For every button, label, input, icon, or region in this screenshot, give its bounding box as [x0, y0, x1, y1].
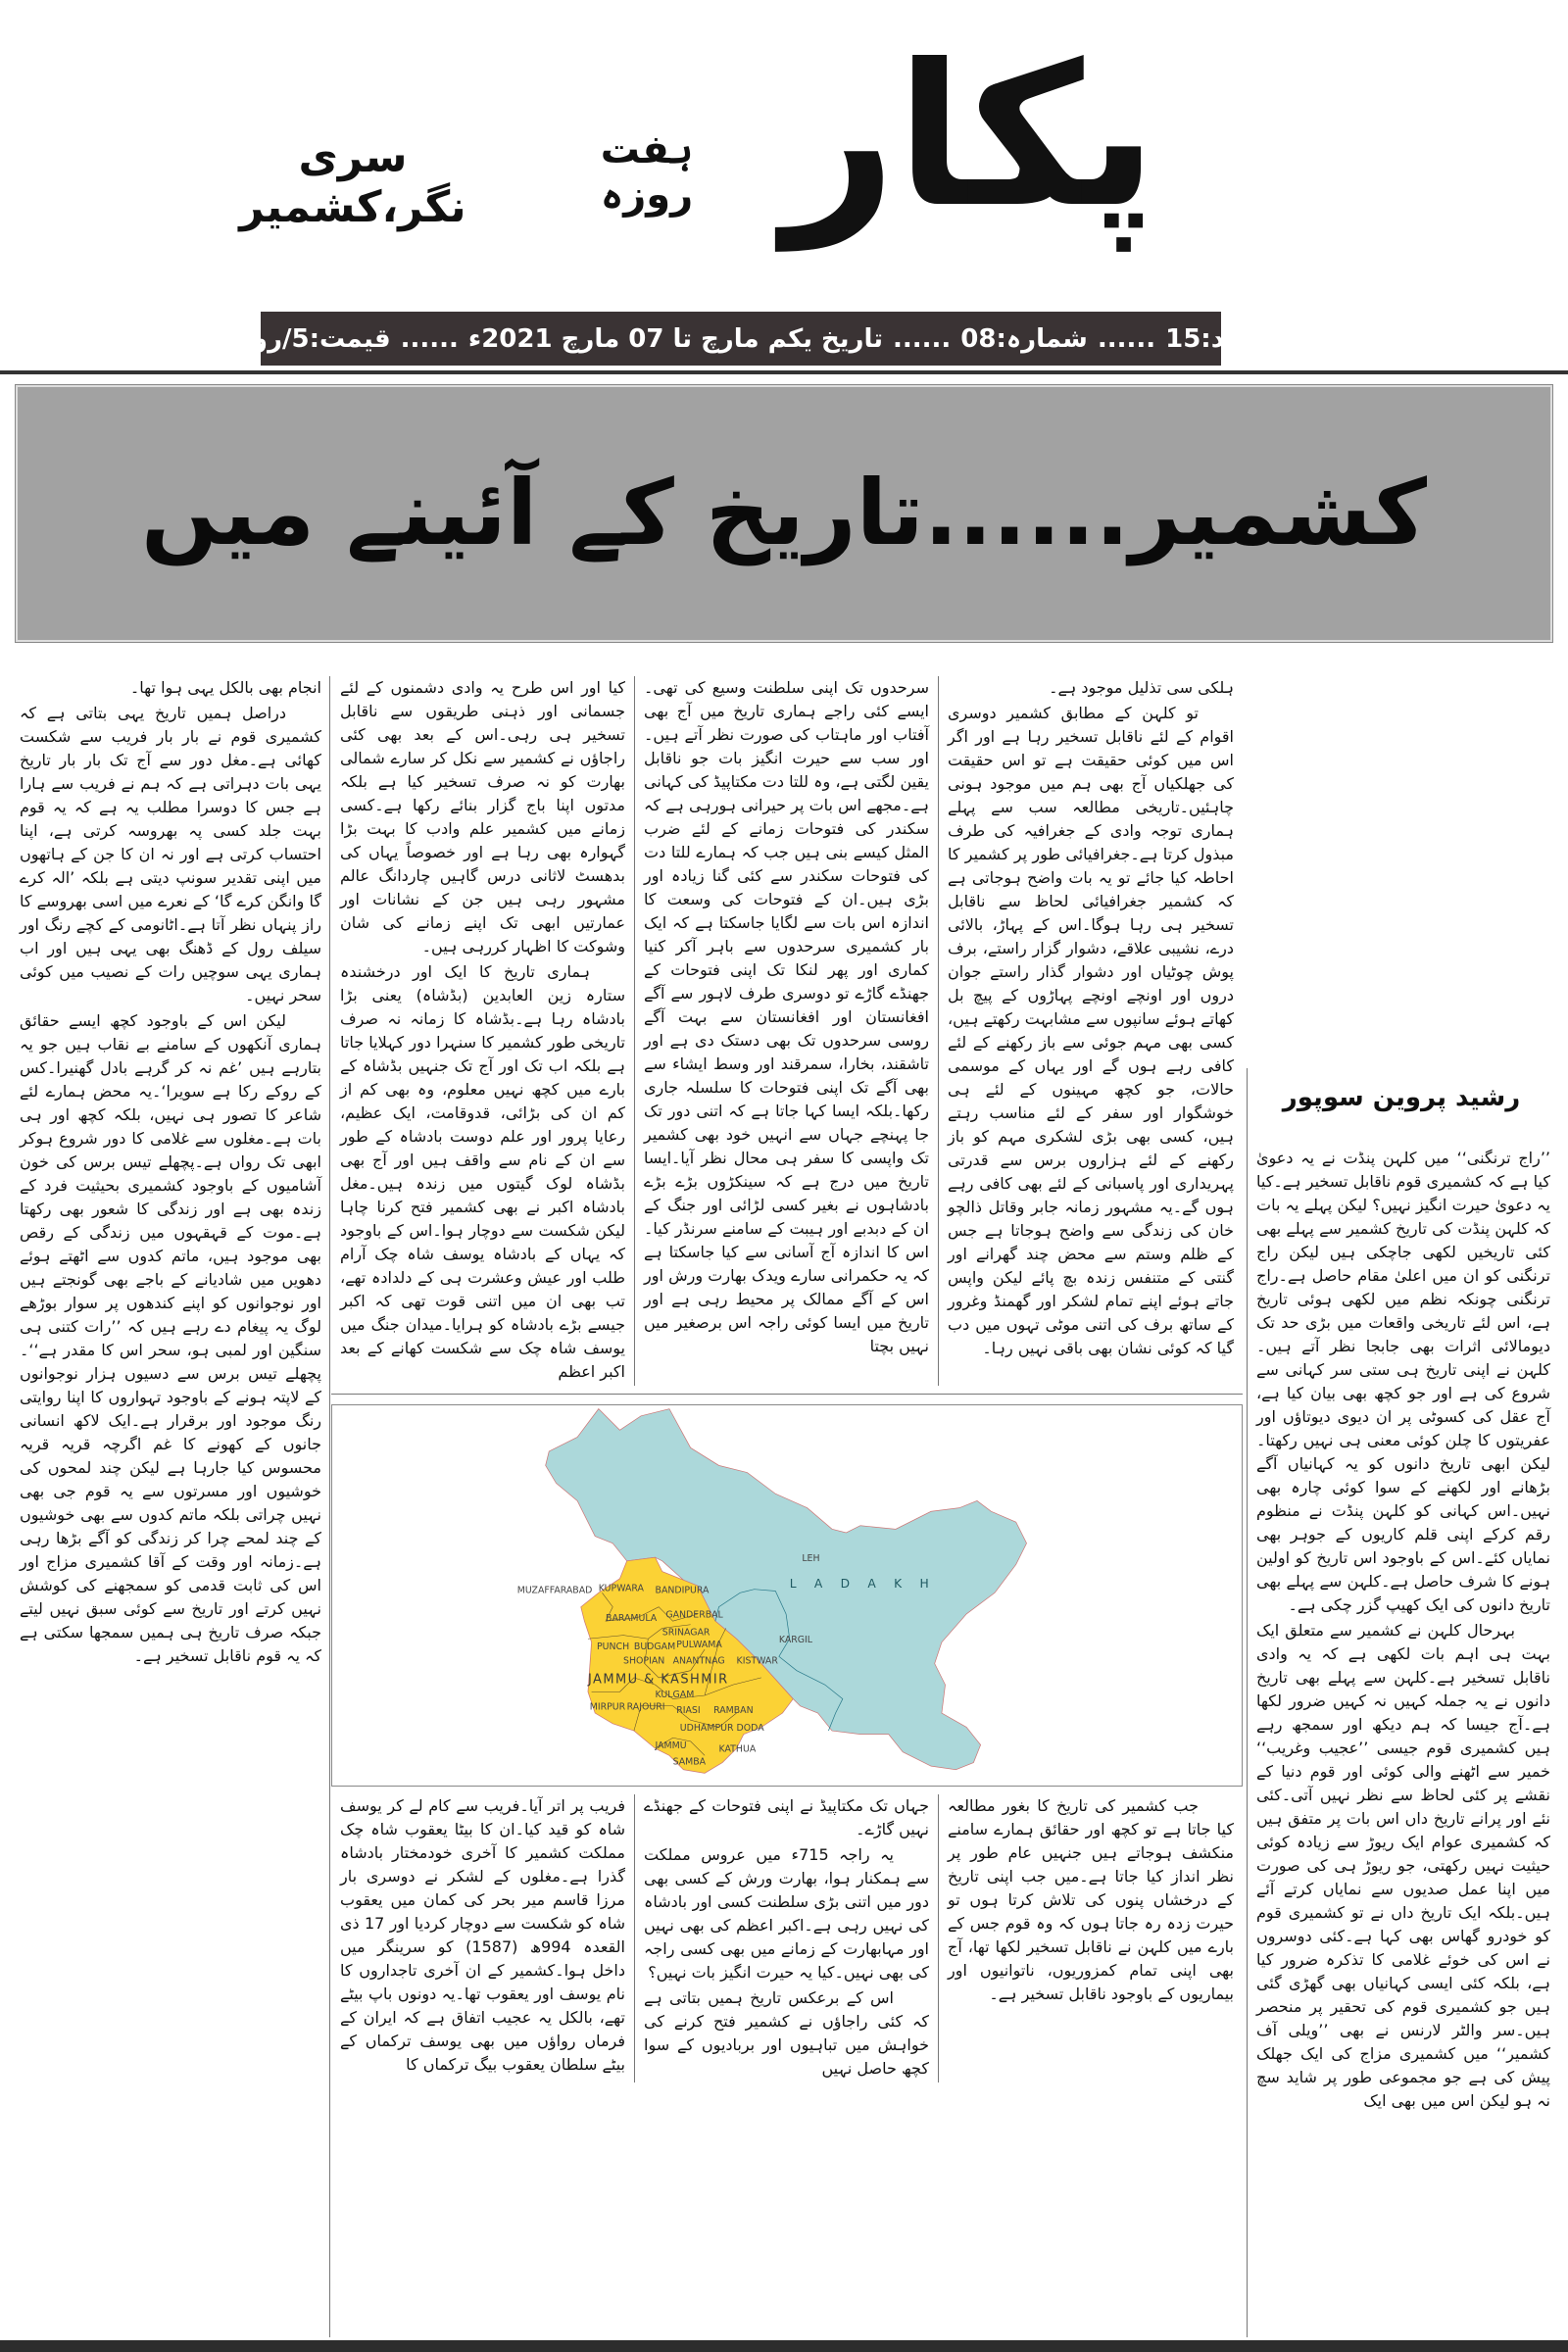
district-label-muzaffarabad: MUZAFFARABAD [516, 1585, 593, 1596]
paragraph: ہماری تاریخ کا ایک اور درخشندہ ستارہ زین العابدین (بڈشاہ) یعنی بڑا بادشاہ رہا ہے۔بڈشاہ کا زمانہ نہ صرف تاریخی طور کشمیر کا سنہرا دور کہلایا جاتا ہے بلکہ اب تک اور آج تک جنہیں بڈشاہ کے بارے میں کچھ نہیں معلوم، وہ بھی کم از کم ان کی بڑائی، قدوقامت، ایک عظیم، رعایا پرور اور علم دوست بادشاہ کے طور سے ان کے نام سے واقف ہیں اور آج بھی بڈشاہ لوک گیتوں میں زندہ ہیں۔مغل بادشاہ اکبر نے بھی کشمیر فتح کرنا چاہا لیکن شکست سے دوچار ہوا۔اس کے باوجود کہ یہاں کے بادشاہ یوسف شاہ چک آرام طلب اور عیش وعشرت ہی کے دلدادہ تھے، تب بھی ان میں اتنی قوت تھی کہ اکبر جیسے بڑے بادشاہ کو ہرایا۔میدان جنگ میں یوسف شاہ چک سے شکست کھانے کے بعد اکبر اعظم [340, 962, 625, 1381]
district-label-kathua: KATHUA [718, 1743, 757, 1755]
separator: ...... [1097, 323, 1156, 354]
issue-date: تاریخ یکم مارچ تا 07 مارچ 2021ء [467, 323, 884, 354]
paragraph: سرحدوں تک اپنی سلطنت وسیع کی تھی۔ایسے کئی راجے ہماری تاریخ میں آج بھی آفتاب اور ماہتاب کی صورت نظر آتے ہیں۔اور سب سے حیرت انگیز بات جو ناقابل یقین لگتی ہے، وہ للتا دت مکتاپیڈ کی کہانی ہے۔مجھے اس بات پر حیرانی ہورہی ہے کہ سکندر کی فتوحات زمانے کے لئے ضرب المثل کیسے بنی ہیں جب کہ ہمارے للتا دت کی فتوحات سکندر سے کئی گنا زیادہ اور بڑی ہیں۔ان کے فتوحات کی وسعت کا اندازہ اس بات سے لگایا جاسکتا ہے کہ ایک بار کشمیری سرحدوں سے باہر آکر کنیا کماری اور پھر لنکا تک اپنی فتوحات کے جھنڈے گاڑے تو دوسری طرف لاہور سے آگے افغانستان اور افغانستان سے بہت آگے روسی سرحدوں تک بھی دستک دی ہے اور تاشقند، بخارا، سمرقند اور وسط ایشاء سے بھی آگے تک اپنی فتوحات کا سلسلہ جاری رکھا۔بلکہ ایسا کہا جاتا ہے کہ اتنی دور تک جا پہنچے جہاں سے انہیں خود بھی کشمیر تک واپسی کا سفر ہی محال نظر آیا۔ایسا تاریخ میں درج ہے کہ سینکڑوں بڑے بڑے بادشاہوں نے بغیر کسی لڑائی اور جنگ کے ان کے دبدبے اور ہیبت کے سامنے سرنڈر کیا۔اس کا اندازہ آج آسانی سے کیا جاسکتا ہے کہ یہ حکمرانی سارے ویدک بھارت ورش اور اس کے آگے ممالک پر محیط رہی ہے اور تاریخ میں ایسا کوئی راجہ اس برصغیر میں نہیں بچتا [644, 678, 929, 1355]
district-label-kulgam: KULGAM [655, 1689, 695, 1700]
district-label-shopian: SHOPIAN [623, 1655, 665, 1667]
district-label-budgam: BUDGAM [633, 1642, 676, 1653]
paragraph: انجام بھی بالکل یہی ہوا تھا۔ [129, 678, 321, 697]
separator: ...... [400, 323, 459, 354]
issue-info-bar [226, 312, 1255, 366]
paragraph: جہاں تک مکتاپیڈ نے اپنی فتوحات کے جھنڈے نہیں گاڑے۔ [644, 1796, 929, 1838]
lower-columns [331, 1794, 1243, 2082]
district-label-punch: PUNCH [597, 1642, 630, 1653]
newspaper-logo: پکار [783, 23, 1157, 251]
district-label-riasi: RIASI [676, 1705, 701, 1717]
label-kargil: KARGIL [778, 1634, 813, 1645]
article-column-3 [635, 676, 939, 1386]
headline-banner [16, 385, 1552, 642]
upper-columns [331, 676, 1243, 1386]
district-label-doda: DODA [736, 1723, 764, 1735]
paragraph: بہرحال کلہن نے کشمیر سے متعلق ایک بہت ہی اہم بات لکھی ہے کہ یہ وادی ناقابل تسخیر ہے۔کلہن سے پہلے بھی تاریخ دانوں نے یہ جملہ کہیں نہ کہیں ضرور لکھا ہے۔آج جیسا کہ ہم دیکھ اور سمجھ رہے ہیں کشمیری قوم جیسی ’’عجیب وغریب‘‘ خمیر سے اٹھنے والی کوئی اور قوم دنیا کے نقشے پر کئی لحاظ سے نظر نہیں آتی۔کئی نئے اور پرانے تاریخ داں اس بات پر متفق ہیں کہ کشمیری عوام ایک ریوڑ سے زیادہ کوئی حیثیت نہیں رکھتی، جو ریوڑ ہی کی صورت میں اپنا عمل صدیوں سے نمایاں کرتے آئے ہیں۔بلکہ ایک تاریخ داں نے تو کشمیری قوم کو خودرو گھاس بھی کہا ہے۔کئی دوسروں نے اس کی خوئے غلامی کا تذکرہ ضرور کیا ہے، بلکہ کئی ایسی کہانیاں بھی گھڑی گئی ہیں جو کشمیری قوم کی تحقیر پر منحصر ہیں۔سر والٹر لارنس نے بھی ’’ویلی آف کشمیر‘‘ میں کشمیری مزاج کی ایک جھلک پیش کی ہے جو مجموعی طور پر شاید سچ نہ ہو لیکن اس میں بھی ایک [1256, 1621, 1550, 2110]
district-label-kistwar: KISTWAR [736, 1655, 778, 1667]
issue-number: شمارہ:08 [960, 323, 1088, 354]
article-column-4 [331, 676, 635, 1386]
column-divider [1247, 1068, 1248, 2337]
article-column-5 [20, 676, 321, 1670]
district-label-udhampur: UDHAMPUR [679, 1723, 734, 1735]
district-label-kupwara: KUPWARA [598, 1583, 644, 1594]
headline: کشمیر......تاریخ کے آئینے میں [140, 461, 1428, 565]
volume: جلد:15 [1165, 323, 1255, 354]
district-label-samba: SAMBA [672, 1756, 707, 1768]
paragraph: جب کشمیر کی تاریخ کا بغور مطالعہ کیا جاتا ہے تو کچھ اور حقائق ہمارے سامنے منکشف ہوجاتے ہیں جنہیں عام طور پر نظر انداز کیا جاتا ہے۔میں جب اپنی تاریخ کے درخشاں پنوں کی تلاش کرتا ہوں تو حیرت زدہ رہ جاتا ہوں کہ وہ قوم جس کے بارے میں کلہن نے ناقابل تسخیر لکھا تھا، آج بھی اپنی تمام کمزوریوں، ناتوانیوں اور بیماریوں کے باوجود ناقابل تسخیر ہے۔ [948, 1796, 1234, 2003]
district-label-ramban: RAMBAN [713, 1705, 754, 1717]
district-label-anantnag: ANANTNAG [672, 1655, 725, 1667]
page-bottom-bar [0, 2340, 1568, 2352]
district-label-srinagar: SRINAGAR [662, 1627, 710, 1639]
column-divider [329, 676, 330, 2337]
author-byline: رشید پروین سوپور [1282, 1083, 1521, 1112]
masthead-frequency: ہفت روزہ [600, 127, 694, 218]
district-label-mirpur: MIRPUR [589, 1701, 626, 1713]
district-label-jammu: JAMMU [655, 1740, 687, 1752]
district-label-baramula: BARAMULA [606, 1613, 658, 1625]
article-column-4-bottom [331, 1794, 635, 2082]
district-label-ganderbal: GANDERBAL [665, 1609, 723, 1621]
article-column-1 [1256, 1147, 1550, 2115]
paragraph: فریب پر اتر آیا۔فریب سے کام لے کر یوسف شاہ کو قید کیا۔ان کا بیٹا یعقوب شاہ چک مملکت کشمیر کا آخری خودمختار بادشاہ گذرا ہے۔مغلوں کے لشکر نے دوسری بار مرزا قاسم میر بحر کی کمان میں یعقوب شاہ کو شکست سے دوچار کردیا اور 17 ذی القعدہ 994ھ (1587) کو سرینگر میں داخل ہوا۔کشمیر کے ان آخری تاجداروں کا نام یوسف اور یعقوب تھا۔یہ دونوں باپ بیٹے تھے، بالکل یہ عجیب اتفاق ہے کہ ایران کے فرماں رواؤں میں بھی یوسف ترکماں کے بیٹے سلطان یعقوب بیگ ترکماں کا [340, 1796, 626, 2074]
paragraph: اس کے برعکس تاریخ ہمیں بتاتی ہے کہ کئی راجاؤں نے کشمیر فتح کرنے کی خواہش میں تباہیوں اور بربادیوں کے سوا کچھ حاصل نہیں [644, 1988, 929, 2078]
paragraph: لیکن اس کے باوجود کچھ ایسے حقائق ہماری آنکھوں کے سامنے بے نقاب ہیں جو یہ بتارہے ہیں ’غم نہ کر گرہے بادل گھنیرا۔کس کے روکے رکا ہے سویرا‘۔یہ محض ہمارے لئے شاعر کا تصور ہی نہیں، بلکہ کچھ اور ہی بات ہے۔مغلوں سے غلامی کا دور شروع ہوکر ابھی تک رواں ہے۔پچھلے تیس برس کی خون آشامیوں کے باوجود کشمیری بحیثیت فرد کے زندہ بھی ہے اور زندگی کا شعور بھی رکھتا ہے۔موت کے قہقہوں میں زندگی کے رقص بھی موجود ہیں، ماتم کدوں سے اٹھتے ہوئے دھویں میں شادیانے کے باجے بھی گونجتے ہیں اور نوجوانوں کو اپنے کندھوں پر سوار بوڑھے لوگ یہ پیغام دے رہے ہیں کہ ’’رات کتنی ہی سنگین اور لمبی ہو، سحر اس کا مقدر ہے‘‘۔پچھلے تیس برس سے دسیوں ہزار نوجوانوں کے لاپتہ ہونے کے باوجود تہواروں کا اپنا روایتی رنگ موجود اور برقرار ہے۔ایک لاکھ انسانی جانوں کے کھونے کا غم اگرچہ قریہ قریہ محسوس کیا جارہا ہے لیکن چند لمحوں کی خوشیوں اور مسرتوں سے یہ قوم جی بھی نہیں چراتی بلکہ ماتم کدوں سے بھی خوشیوں کے چند لمحے چرا کر زندگی کو آگے بڑھا رہی ہے۔زمانہ اور وقت کے آقا کشمیری مزاج اور اس کی ثابت قدمی کو سمجھنے کی کوشش نہیں کرتے اور تاریخ سے کوئی سبق نہیں لیتے جبکہ صرف تاریخ ہی ہمیں سمجھا سکتی ہے کہ یہ قوم ناقابل تسخیر ہے۔ [20, 1011, 321, 1665]
separator: ...... [893, 323, 952, 354]
article-column-2-bottom [939, 1794, 1243, 2082]
map-top-rule [331, 1394, 1243, 1395]
paragraph: یہ راجہ 715ء میں عروس مملکت سے ہمکنار ہوا، بھارت ورش کے کسی بھی دور میں اتنی بڑی سلطنت کسی اور بادشاہ کی نہیں رہی ہے۔اکبر اعظم کی بھی نہیں اور مہابھارت کے زمانے میں بھی کسی راجہ کی بھی نہیں۔کیا یہ حیرت انگیز بات نہیں؟ [644, 1845, 929, 1982]
paragraph: تو کلہن کے مطابق کشمیر دوسری اقوام کے لئے ناقابل تسخیر رہا ہے اور اگر اس میں کوئی حقیقت ہے تو اس حقیقت کی جھلکیاں آج بھی ہم میں موجود ہونی چاہئیں۔تاریخی مطالعہ سب سے پہلے ہماری توجہ وادی کے جغرافیہ کی طرف مبذول کرتا ہے۔جغرافیائی طور پر کشمیر کا احاطہ کیا جائے تو یہ بات واضح ہوجاتی ہے کہ کشمیر جغرافیائی لحاظ سے ناقابل تسخیر ہی رہا ہوگا۔اس کے پہاڑ، بالائی درے، نشیبی علاقے، دشوار گزار راستے، برف پوش چوٹیاں اور دشوار گذار راستے جوان دروں اور اونچے اونچے پہاڑوں کے پیچ بل کھاتے ہوئے سانپوں سے مشابہت رکھتے ہیں، کسی بھی مہم جوئی سے باز رکھنے کے لئے کافی رہے ہوں گے اور یہاں کے موسمی حالات، جو کچھ مہینوں کے لئے ہی خوشگوار اور سفر کے لئے مناسب رہتے ہیں، کسی بھی بڑی لشکری مہم کو باز رکھنے کے لئے ہزاروں برس سے قدرتی پہریداری اور پاسبانی کے لئے بھی کافی رہے ہوں گے۔یہ مشہور زمانہ جابر وقاتل ذالچو خان کی زندگی سے واضح ہوجاتا ہے جس کے ظلم وستم سے محض چند گھرانے اور گنتی کے متنفس زندہ بچ پائے لیکن واپس جاتے ہوئے اپنے تمام لشکر اور گھمنڈ وغرور کے ساتھ برف کی اتنی موٹی تہوں میں دب گیا کہ کوئی نشان بھی باقی نہیں رہا۔ [948, 704, 1234, 1357]
district-label-bandipura: BANDIPURA [655, 1585, 710, 1596]
label-jammu-kashmir: JAMMU & KASHMIR [587, 1672, 729, 1688]
label-leh: LEH [802, 1552, 820, 1564]
district-label-rajouri: RAJOURI [626, 1701, 665, 1713]
map-svg [332, 1405, 1242, 1786]
district-label-pulwama: PULWAMA [676, 1640, 722, 1651]
middle-section [331, 676, 1243, 2082]
price: قیمت:5/روپے [226, 323, 391, 354]
paragraph: کیا اور اس طرح یہ وادی دشمنوں کے لئے جسمانی اور ذہنی طریقوں سے ناقابل تسخیر ہی رہی۔اس کے بعد بھی کئی راجاؤں نے کشمیر سے نکل کر سارے شمالی بھارت کو نہ صرف تسخیر کیا ہے بلکہ مدتوں اپنا باج گزار بنائے رکھا ہے۔کسی زمانے میں کشمیر علم وادب کا بہت بڑا گہوارہ بھی رہا ہے اور خصوصاً یہاں کی بدھسٹ لاثانی درس گاہیں چاردانگ عالم مشہور رہی ہیں جن کے نشانات اور عمارتیں ابھی تک اپنے زمانے کی شان وشوکت کا اظہار کررہی ہیں۔ [340, 678, 625, 956]
paragraph: ’’راج ترنگنی‘‘ میں کلہن پنڈت نے یہ دعویٰ کیا ہے کہ کشمیری قوم ناقابل تسخیر ہے۔کیا یہ دعویٰ حیرت انگیز نہیں؟ لیکن پہلے یہ بات کہ کلہن پنڈت کی تاریخ کشمیر سے پہلے بھی کئی تاریخیں لکھی جاچکی ہیں لیکن راج ترنگنی کو ان میں اعلیٰ مقام حاصل ہے۔راج ترنگنی چونکہ نظم میں لکھی ہوئی تاریخ ہے، اس لئے تاریخی واقعات میں بڑی حد تک دیومالائی اثرات بھی جابجا نظر آتے ہیں۔کلہن نے اپنی تاریخ ہی ستی سر کہانی سے شروع کی ہے اور جو کچھ بھی بیان کیا ہے، آج عقل کی کسوٹی پر ان دیوی دیوتاؤں اور عفریتوں کا چلن کوئی معنی ہی نہیں رکھتا۔لیکن ابھی تاریخ دانوں کو یہ کہانیاں آگے بڑھانے اور لکھنے کے سوا کوئی چارہ بھی نہیں۔اس کہانی کو کلہن پنڈت نے منظوم رقم کرکے اپنی قلم کاریوں کے جوہر بھی نمایاں کئے۔اس کے باوجود اس تاریخ کو اولین ہونے کا شرف حاصل ہے۔کلہن سے پہلے بھی تاریخ دانوں کی ایک کھیپ گزر چکی ہے۔ [1256, 1149, 1550, 1614]
article-column-3-bottom [635, 1794, 939, 2082]
paragraph: ہلکی سی تذلیل موجود ہے۔ [1049, 678, 1234, 697]
paragraph: دراصل ہمیں تاریخ یہی بتاتی ہے کہ کشمیری قوم نے بار بار فریب سے شکست کھائی ہے۔مغل دور سے آج تک بار بار تاریخ یہی بات دہراتی ہے کہ ہم نے فریب سے ہارا ہے جس کا دوسرا مطلب یہ ہے کہ یہ قوم بہت جلد کسی پہ بھروسہ کرتی ہے، اپنا احتساب کرتی ہے اور نہ ان کا جن کے ہاتھوں میں اپنی تقدیر سونپ دیتی ہے بلکہ ’الہ کرے گا وانگن کرے گا‘ کے نعرے میں اسی بھروسے کا راز پنہاں نظر آتا ہے۔اٹانومی کے کچے رنگ اور سیلف رول کے ڈھنگ بھی یہی ہیں اور اب ہماری یہی سوچیں رات کے نصیب میں کوئی سحر نہیں۔ [20, 704, 321, 1004]
jammu-kashmir-ladakh-map [331, 1404, 1243, 1787]
masthead-rule [0, 370, 1568, 374]
masthead-city: سری نگر،کشمیر [239, 132, 466, 232]
label-ladakh: L A D A K H [789, 1576, 936, 1591]
article-column-2 [939, 676, 1243, 1386]
